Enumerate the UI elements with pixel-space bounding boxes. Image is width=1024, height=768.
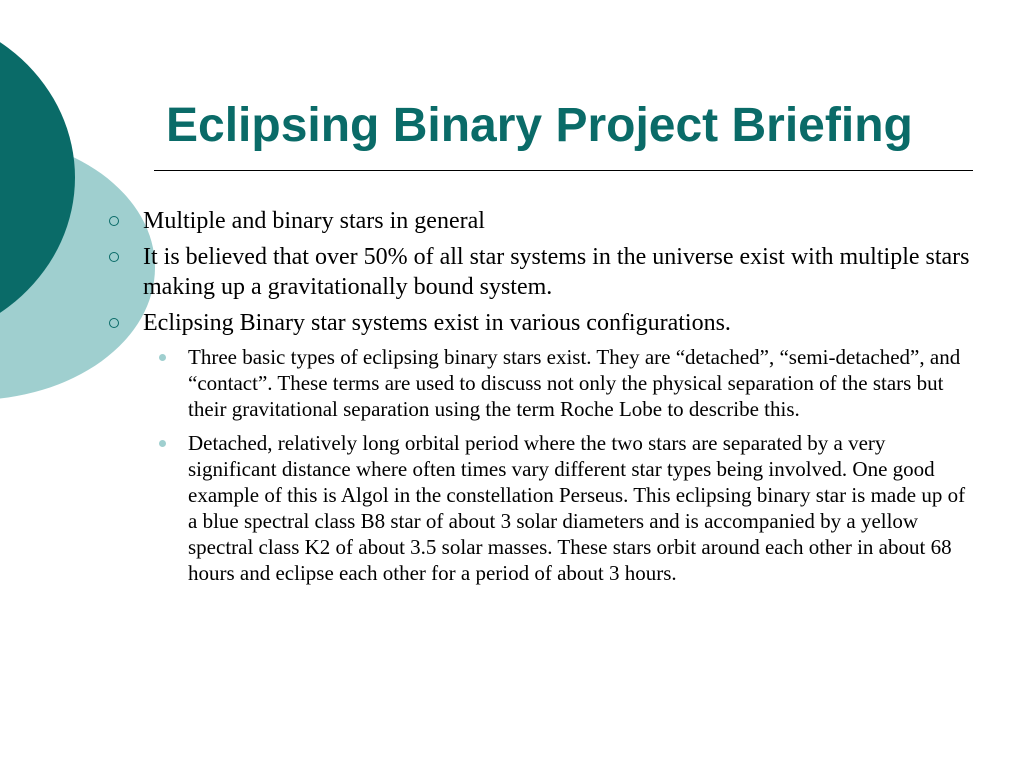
hollow-circle-icon — [109, 252, 119, 262]
bullet-item — [104, 308, 974, 338]
sub-bullet-item — [188, 344, 974, 422]
filled-dot-icon — [159, 440, 166, 447]
hollow-circle-icon — [109, 216, 119, 226]
filled-dot-icon — [159, 354, 166, 361]
bullet-text: It is believed that over 50% of all star systems in the universe exist with multiple stars making up a gravitationally bound system. — [143, 244, 970, 300]
hollow-circle-icon — [109, 318, 119, 328]
bullet-text: Eclipsing Binary star systems exist in various configurations. — [143, 310, 731, 336]
sub-bullet-text: Three basic types of eclipsing binary stars exist. They are “detached”, “semi-detached”, and “contact”. These terms are used to discuss not only the physical separation of the stars but their gravitational separation using the term Roche Lobe to describe this. — [188, 345, 961, 421]
bullet-text: Multiple and binary stars in general — [143, 208, 485, 234]
sub-bullet-item — [188, 430, 974, 586]
bullet-item — [104, 242, 974, 302]
bullet-item — [104, 206, 974, 236]
title-divider — [154, 170, 973, 171]
slide-content — [104, 206, 974, 594]
sub-bullet-text: Detached, relatively long orbital period where the two stars are separated by a very significant distance where often times vary different star types being involved. One good example of this is Algol in the constellation Perseus. This eclipsing binary star is made up of a blue spectral class B8 star of about 3 solar diameters and is accompanied by a yellow spectral class K2 of about 3.5 solar masses. These stars orbit around each other in about 68 hours and eclipse each other for a period of about 3 hours. — [188, 431, 966, 585]
slide-title: Eclipsing Binary Project Briefing — [166, 99, 913, 152]
